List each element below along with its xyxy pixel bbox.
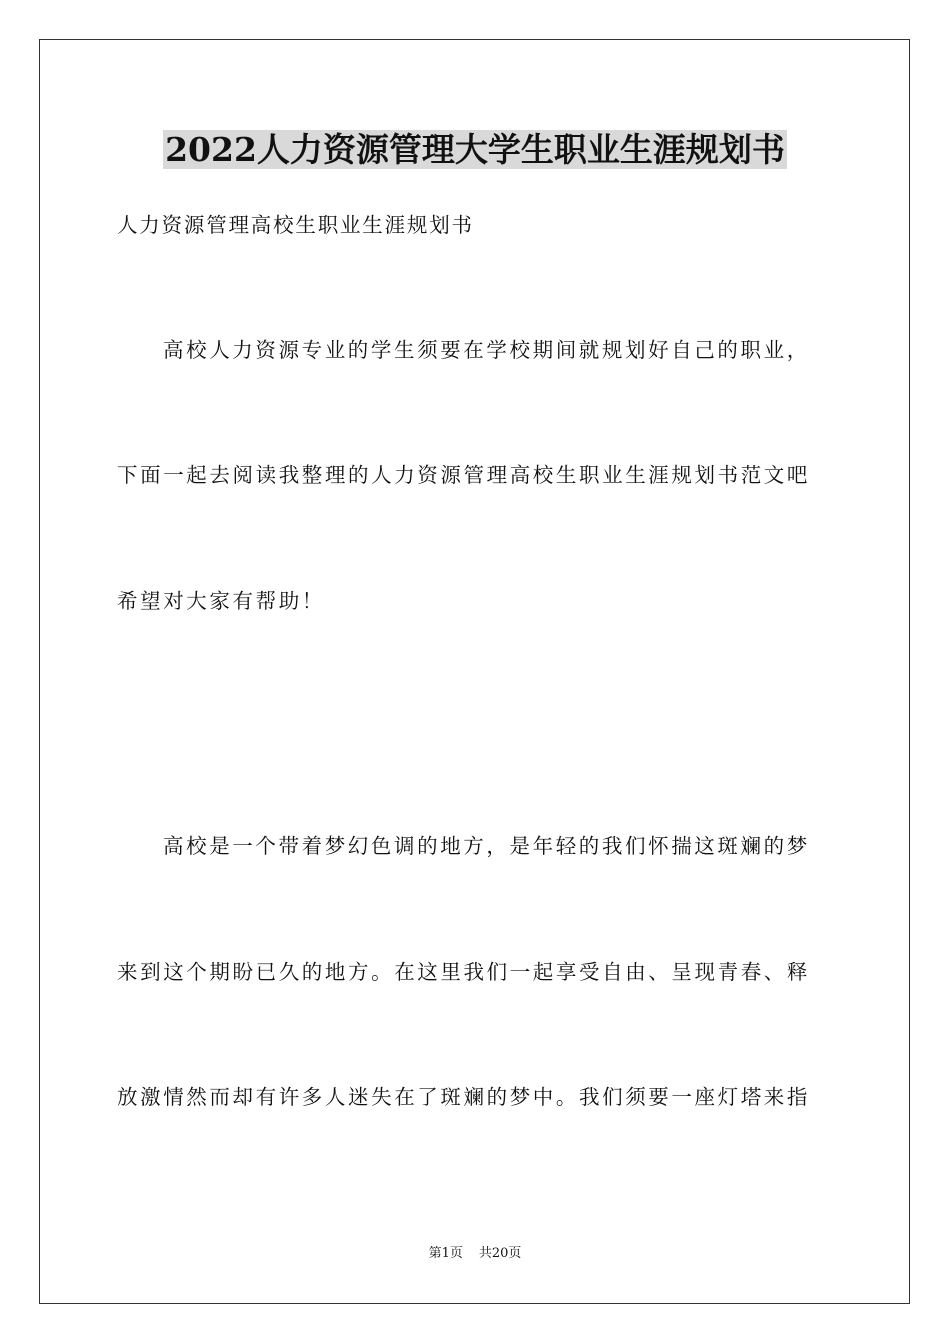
paragraph-2-line-2: 来到这个期盼已久的地方。在这里我们一起享受自由、呈现青春、释 [117,960,810,984]
paragraph-2-line-1: 高校是一个带着梦幻色调的地方，是年轻的我们怀揣这斑斓的梦 [163,834,810,858]
page-footer [0,1245,950,1263]
document-subtitle: 人力资源管理高校生职业生涯规划书 [117,213,474,237]
paragraph-1-line-2: 下面一起去阅读我整理的人力资源管理高校生职业生涯规划书范文吧 [117,463,810,487]
page-number: 第1页 [428,1246,463,1261]
paragraph-2-line-3: 放激情然而却有许多人迷失在了斑斓的梦中。我们须要一座灯塔来指 [117,1085,810,1109]
paragraph-1-line-1: 高校人力资源专业的学生须要在学校期间就规划好自己的职业， [163,338,810,362]
document-title [0,128,950,172]
paragraph-1-line-3: 希望对大家有帮助！ [117,589,325,613]
document-title-text: 2022人力资源管理大学生职业生涯规划书 [165,130,785,169]
page-total: 共20页 [478,1246,522,1261]
